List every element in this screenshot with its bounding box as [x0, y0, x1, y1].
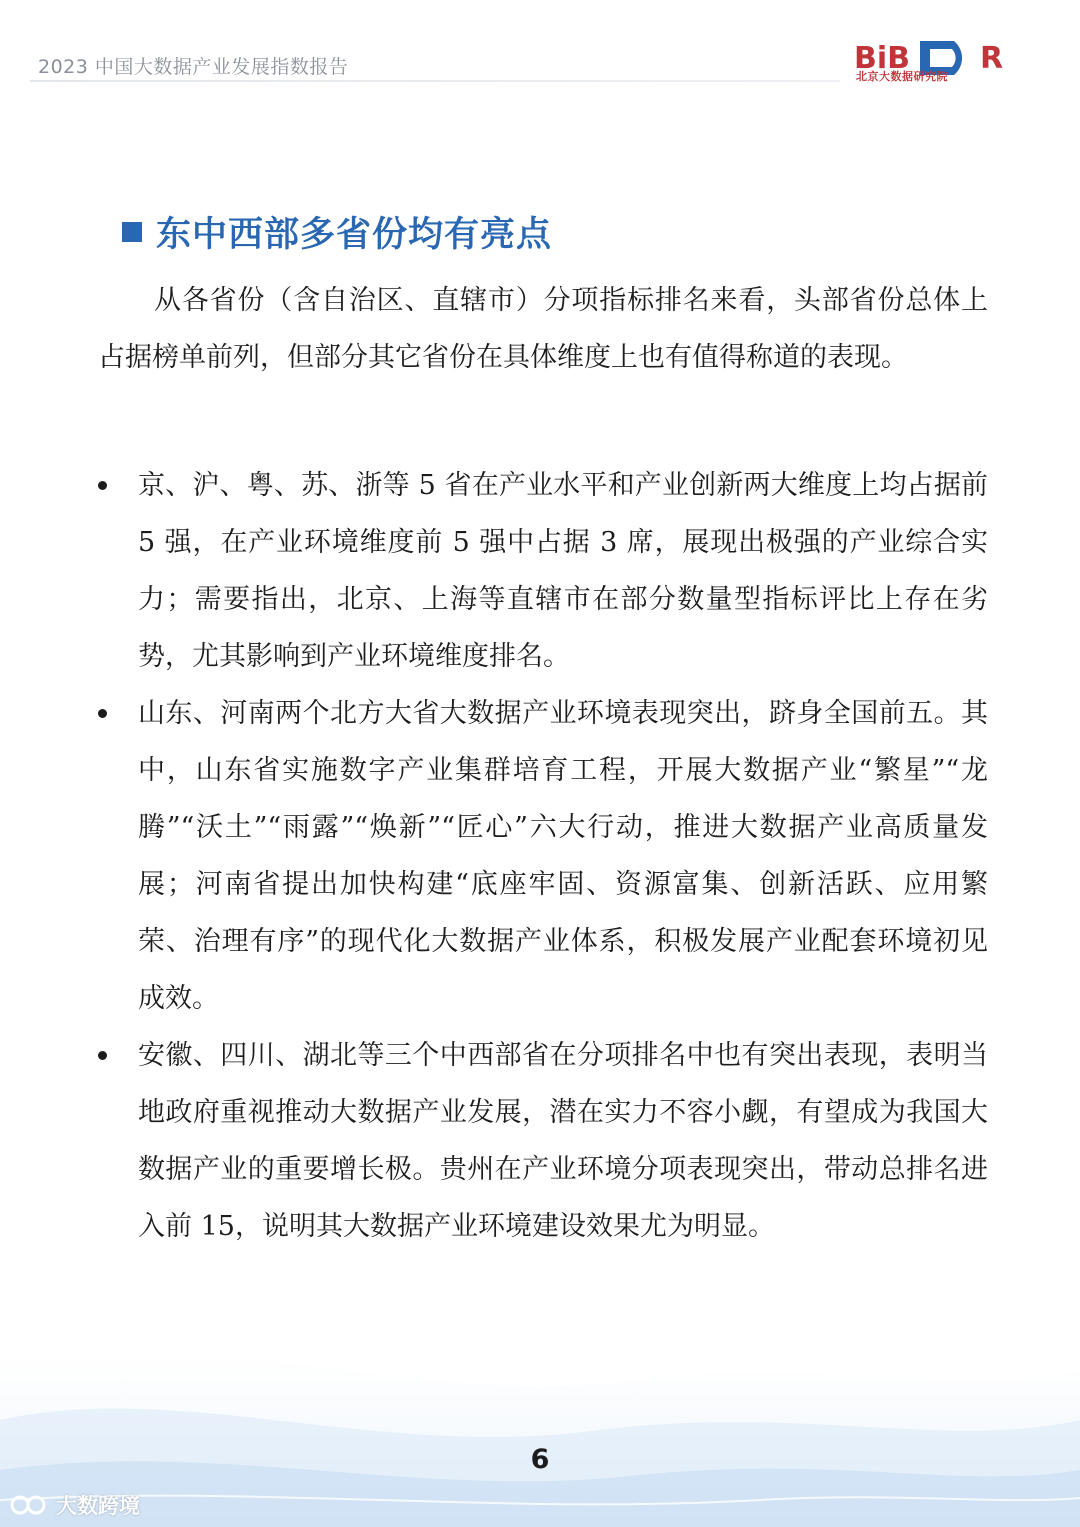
svg-text:R: R [980, 41, 1004, 76]
bullet-text: 安徽、四川、湖北等三个中西部省在分项排名中也有突出表现，表明当地政府重视推动大数据产业发展，潜在实力不容小觑，有望成为我国大数据产业的重要增长极。贵州在产业环境分项表现突出，带动总排名进入前 15，说明其大数据产业环境建设效果尤为明显。 [138, 1040, 988, 1242]
report-title: 2023 中国大数据产业发展指数报告 [38, 56, 349, 78]
intro-paragraph: 从各省份（含自治区、直辖市）分项指标排名来看，头部省份总体上占据榜单前列，但部分其它省份在具体维度上也有值得称道的表现。 [98, 285, 988, 373]
svg-text:BiB: BiB [854, 41, 911, 76]
bullet-dot-icon [98, 709, 107, 718]
watermark-text: 大数跨境 [56, 1494, 140, 1518]
list-item [98, 457, 988, 685]
bullet-list [98, 457, 988, 1255]
bullet-text: 山东、河南两个北方大省大数据产业环境表现突出，跻身全国前五。其中，山东省实施数字产业集群培育工程，开展大数据产业“繁星”“龙腾”“沃土”“雨露”“焕新”“匠心”六大行动，推进大数据产业高质量发展；河南省提出加快构建“底座牢固、资源富集、创新活跃、应用繁荣、治理有序”的现代化大数据产业体系，积极发展产业配套环境初见成效。 [138, 698, 988, 1014]
heading-square-icon [122, 222, 142, 242]
header-divider [30, 80, 840, 82]
bullet-text: 京、沪、粤、苏、浙等 5 省在产业水平和产业创新两大维度上均占据前 5 强，在产业环境维度前 5 强中占据 3 席，展现出极强的产业综合实力；需要指出，北京、上海等直辖市在部分数量型指标评比上存在劣势，尤其影响到产业环境维度排名。 [138, 470, 988, 672]
section-heading [122, 208, 552, 256]
bullet-dot-icon [98, 481, 107, 490]
page-number: 6 [530, 1444, 550, 1475]
watermark [10, 1490, 140, 1520]
list-item [98, 1027, 988, 1255]
decorative-waves [0, 1300, 1080, 1527]
bullet-dot-icon [98, 1051, 107, 1060]
logo-subtitle: 北京大数据研究院 [856, 70, 948, 83]
watermark-logo-icon [10, 1492, 50, 1518]
list-item [98, 685, 988, 1027]
section-heading-text: 东中西部多省份均有亮点 [156, 215, 553, 255]
